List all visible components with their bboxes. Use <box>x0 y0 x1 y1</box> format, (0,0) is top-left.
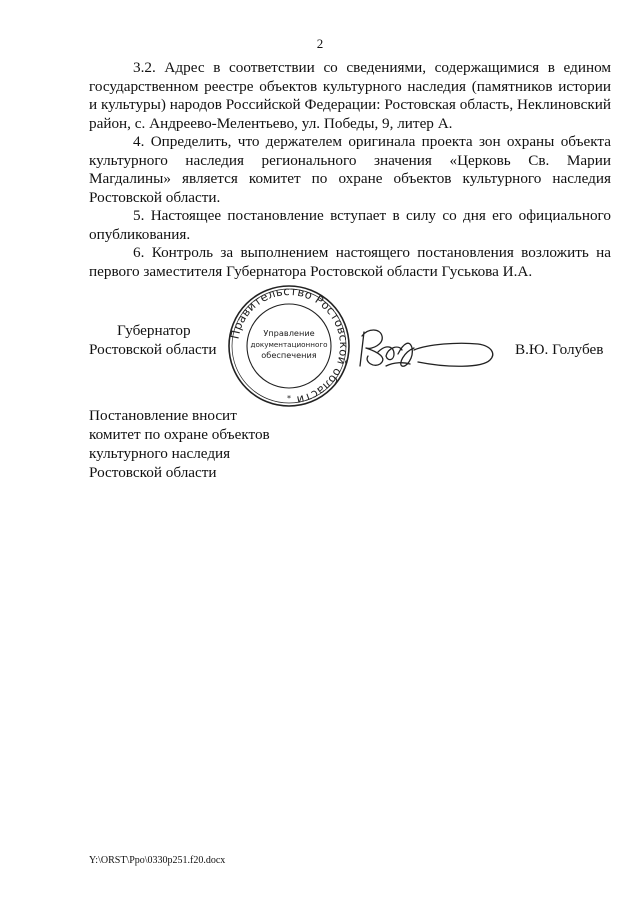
signatory-title-line2: Ростовской области <box>89 341 217 358</box>
signatory-name: В.Ю. Голубев <box>515 341 604 358</box>
submission-note <box>89 406 349 482</box>
paragraph-4: 4. Определить, что держателем оригинала проекта зон охраны объекта культурного наследия регионального значения «Церковь Св. Марии Магдалины» является комитет по охране объектов культурного наследия Ростовской области. <box>89 133 611 206</box>
handwritten-signature <box>358 322 498 374</box>
note-line3: культурного наследия <box>89 445 231 462</box>
note-line1: Постановление вносит <box>89 407 237 424</box>
seal-star-icon: * <box>287 394 291 403</box>
page-number: 2 <box>316 36 324 51</box>
signature-block <box>0 0 640 420</box>
paragraph-3-2: 3.2. Адрес в соответствии со сведениями, содержащимися в едином государственном реестре объектов культурного наследия (памятников истории и культуры) народов Российской Федерации: Ростовская область, Неклиновский район, с. Андреево-Мелентьево, ул. Победы, 9, литер А. <box>89 59 611 132</box>
note-line4: Ростовской области <box>89 464 217 481</box>
note-line2: комитет по охране объектов <box>89 426 270 443</box>
official-seal <box>226 283 352 409</box>
paragraph-6: 6. Контроль за выполнением настоящего постановления возложить на первого заместителя Губернатора Ростовской области Гуськова И.А. <box>89 244 611 280</box>
signatory-title <box>89 321 219 359</box>
seal-center-line3: обеспечения <box>261 350 317 360</box>
seal-ring-text: Правительство Ростовской области <box>227 283 352 408</box>
seal-center-line1: Управление <box>263 328 315 338</box>
seal-center-line2: документационного <box>250 340 328 349</box>
paragraph-5: 5. Настоящее постановление вступает в силу со дня его официального опубликования. <box>89 207 611 243</box>
signatory-title-line1: Губернатор <box>117 322 191 339</box>
file-path-footer: Y:\ORST\Ppo\0330p251.f20.docx <box>89 855 226 866</box>
